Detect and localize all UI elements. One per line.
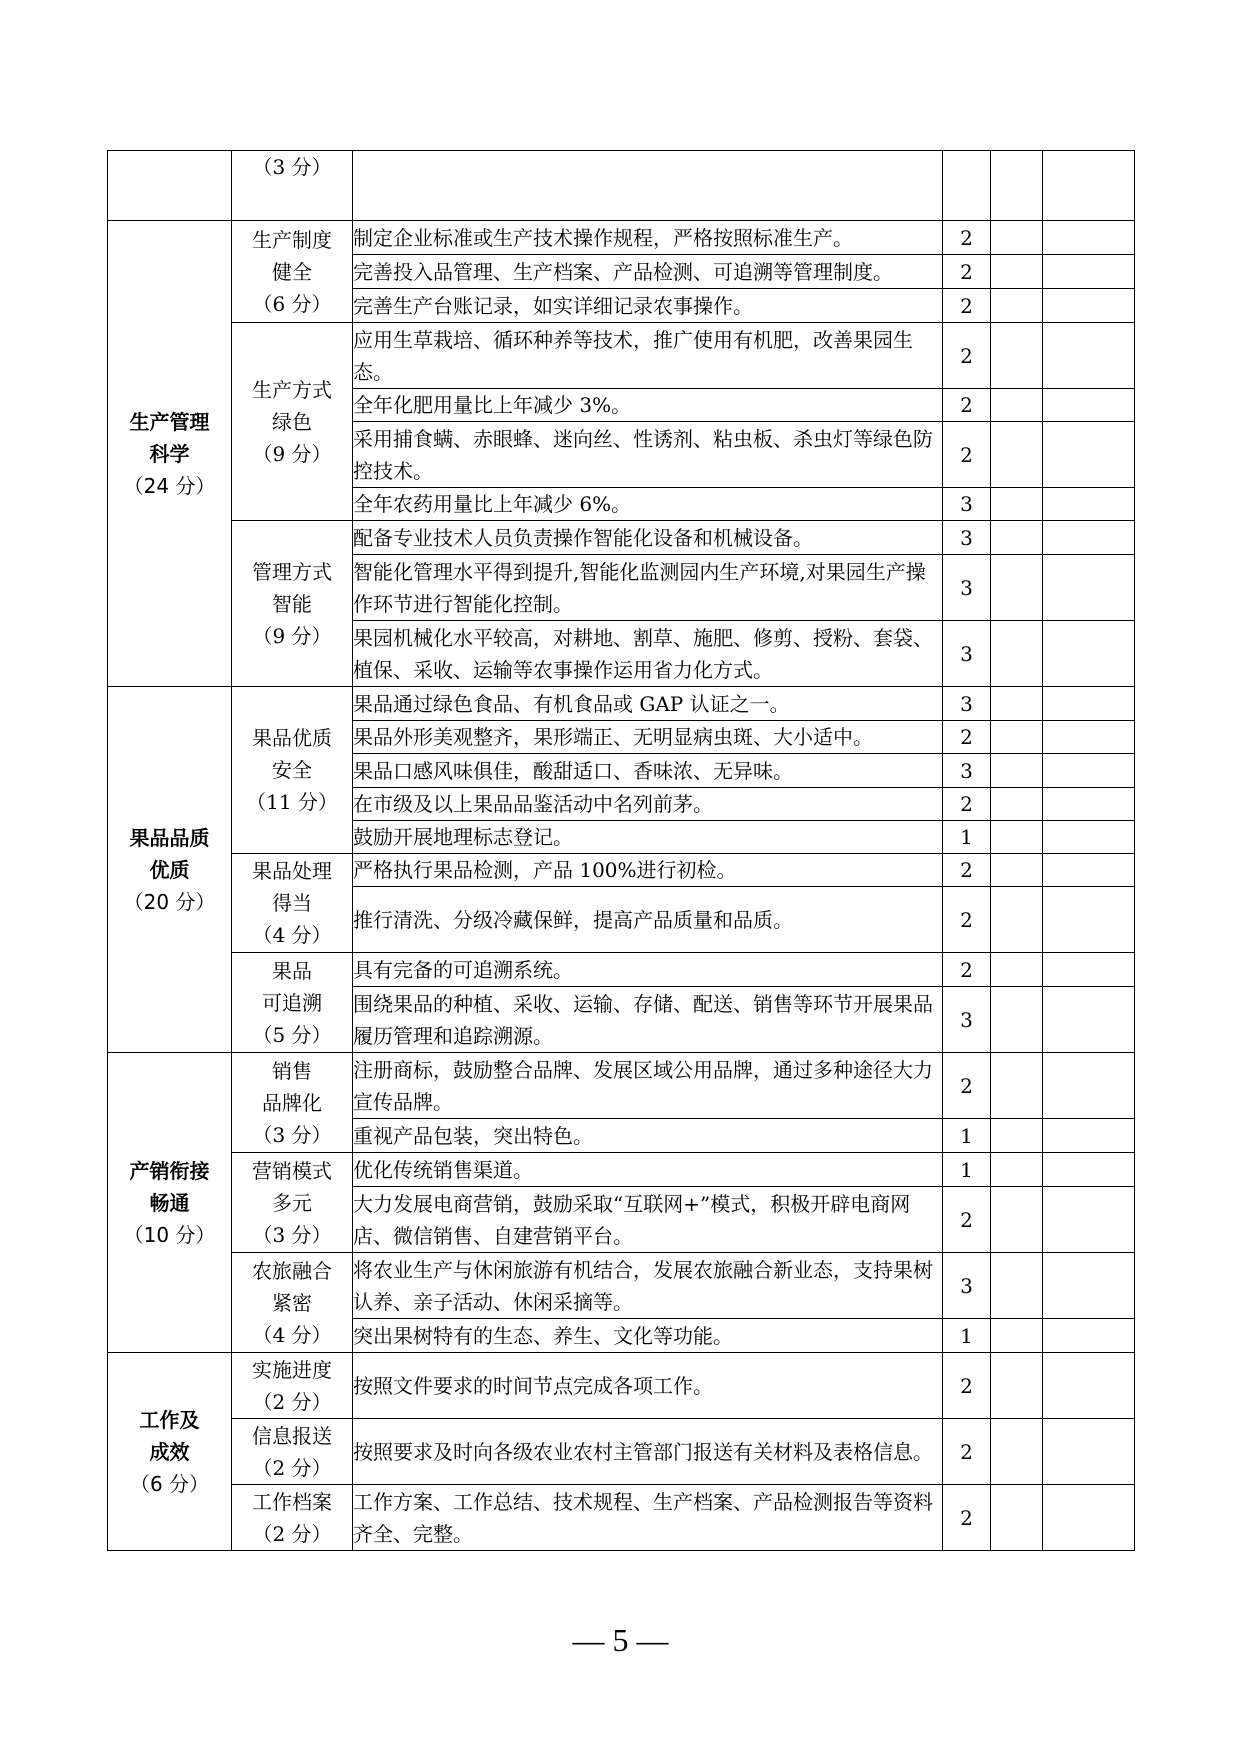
score-blank-cell	[991, 887, 1043, 953]
category-cell	[108, 1353, 232, 1551]
criterion-text: 鼓励开展地理标志登记。	[353, 821, 943, 854]
criterion-score: 3	[943, 488, 991, 521]
score-blank-cell	[1043, 488, 1135, 521]
score-blank-cell	[1043, 821, 1135, 854]
score-blank-cell	[991, 621, 1043, 687]
criterion-text: 制定企业标准或生产技术操作规程，严格按照标准生产。	[353, 221, 943, 255]
subcategory-name-line1: 信息报送	[252, 1423, 332, 1448]
score-blank-cell	[1043, 1187, 1135, 1253]
criterion-text: 将农业生产与休闲旅游有机结合，发展农旅融合新业态，支持果树认养、亲子活动、休闲采摘等。	[353, 1253, 943, 1319]
score-blank-cell	[991, 1253, 1043, 1319]
score-blank-cell	[1043, 887, 1135, 953]
criterion-text: 按照要求及时向各级农业农村主管部门报送有关材料及表格信息。	[353, 1419, 943, 1485]
criterion-score: 2	[943, 389, 991, 422]
subcategory-name-line1: 农旅融合	[252, 1258, 332, 1283]
criterion-row	[108, 1253, 1135, 1319]
subcategory-name-line1: 营销模式	[252, 1158, 332, 1183]
score-blank-cell	[991, 555, 1043, 621]
subcategory-points: （4 分）	[252, 1322, 332, 1347]
subcategory-name-line2: 智能	[272, 591, 312, 616]
score-blank-cell	[1043, 1319, 1135, 1353]
subcategory-cell	[232, 1053, 353, 1153]
criterion-score: 1	[943, 1119, 991, 1153]
criterion-text: 大力发展电商营销，鼓励采取“互联网+”模式，积极开辟电商网店、微信销售、自建营销平台。	[353, 1187, 943, 1253]
score-blank-cell	[991, 721, 1043, 754]
score-blank-cell	[1043, 1353, 1135, 1419]
subcategory-name-line2: 多元	[272, 1190, 312, 1215]
score-blank-cell	[1043, 1053, 1135, 1119]
subcategory-name-line2: 健全	[272, 259, 312, 284]
score-blank-cell	[1043, 521, 1135, 555]
criterion-row	[108, 1485, 1135, 1551]
subcategory-name-line1: 实施进度	[252, 1357, 332, 1382]
category-name-line1: 果品品质	[129, 825, 210, 850]
criterion-text: 完善投入品管理、生产档案、产品检测、可追溯等管理制度。	[353, 255, 943, 289]
subcategory-cell	[232, 323, 353, 521]
criterion-text: 推行清洗、分级冷藏保鲜，提高产品质量和品质。	[353, 887, 943, 953]
subcategory-points: （9 分）	[252, 623, 332, 648]
score-blank-cell	[991, 389, 1043, 422]
score-blank-cell	[1043, 621, 1135, 687]
criterion-score: 2	[943, 255, 991, 289]
subcategory-cell	[232, 1485, 353, 1551]
criterion-score: 2	[943, 887, 991, 953]
subcategory-name-line1: 果品处理	[252, 859, 332, 883]
score-blank-cell	[991, 289, 1043, 323]
criterion-score: 2	[943, 788, 991, 821]
subcategory-cell	[232, 687, 353, 854]
subcategory-points: （6 分）	[252, 291, 332, 316]
score-blank-cell	[991, 221, 1043, 255]
criterion-row	[108, 1153, 1135, 1187]
criterion-text: 果园机械化水平较高，对耕地、割草、施肥、修剪、授粉、套袋、植保、采收、运输等农事操作运用省力化方式。	[353, 621, 943, 687]
score-blank-cell	[1043, 754, 1135, 788]
category-name-line2: 畅通	[149, 1190, 190, 1215]
subcategory-points: （3 分）	[252, 1122, 332, 1147]
subcategory-points: （4 分）	[252, 923, 332, 947]
criterion-text: 全年农药用量比上年减少 6%。	[353, 488, 943, 521]
criterion-text: 工作方案、工作总结、技术规程、生产档案、产品检测报告等资料齐全、完整。	[353, 1485, 943, 1551]
page-number: — 5 —	[572, 1622, 669, 1658]
score-blank-cell	[1043, 1253, 1135, 1319]
subcategory-points: （11 分）	[246, 790, 338, 814]
category-cell	[108, 221, 232, 687]
category-cell	[108, 687, 232, 1053]
subcategory-cell	[232, 854, 353, 953]
criterion-score: 2	[943, 854, 991, 887]
criterion-score: 3	[943, 987, 991, 1053]
subcategory-points: （2 分）	[252, 1455, 332, 1480]
category-cell	[108, 1053, 232, 1353]
score-blank-cell	[1043, 721, 1135, 754]
category-cell-empty	[108, 151, 232, 221]
continued-row	[108, 151, 1135, 221]
subcategory-cell	[232, 1153, 353, 1253]
criterion-text: 严格执行果品检测，产品 100%进行初检。	[353, 854, 943, 887]
criterion-row	[108, 1353, 1135, 1419]
subcategory-points: （2 分）	[252, 1389, 332, 1414]
score-blank-cell	[1043, 854, 1135, 887]
criterion-score: 2	[943, 323, 991, 389]
criterion-score: 2	[943, 1353, 991, 1419]
subcategory-name-line2: 品牌化	[262, 1090, 322, 1115]
criterion-score: 1	[943, 1319, 991, 1353]
subcategory-name-line1: 管理方式	[252, 559, 332, 584]
category-points: （20 分）	[123, 889, 216, 914]
category-name-line1: 生产管理	[129, 409, 210, 434]
criterion-score: 2	[943, 221, 991, 255]
score-blank-cell	[1043, 1419, 1135, 1485]
category-points: （6 分）	[129, 1471, 210, 1496]
criterion-score: 1	[943, 821, 991, 854]
criterion-text: 具有完备的可追溯系统。	[353, 953, 943, 987]
criterion-score: 2	[943, 1053, 991, 1119]
subcategory-name-line1: 工作档案	[252, 1489, 332, 1514]
category-name-line2: 成效	[149, 1439, 190, 1464]
score-blank-cell	[1043, 151, 1135, 221]
category-name-line1: 工作及	[139, 1407, 200, 1432]
score-blank-cell	[991, 1153, 1043, 1187]
score-blank-cell	[1043, 1153, 1135, 1187]
scoring-table-body	[108, 151, 1135, 1551]
criterion-text: 应用生草栽培、循环种养等技术，推广使用有机肥，改善果园生态。	[353, 323, 943, 389]
subcategory-name-line1: 销售	[272, 1058, 312, 1083]
subcategory-name-line2: 可追溯	[262, 990, 322, 1015]
subcategory-cell	[232, 953, 353, 1053]
criterion-score: 3	[943, 1253, 991, 1319]
category-name-line1: 产销衔接	[129, 1158, 210, 1183]
subcategory-name-line1: 果品	[272, 958, 312, 983]
criterion-row	[108, 854, 1135, 887]
criterion-score: 3	[943, 521, 991, 555]
criterion-text: 突出果树特有的生态、养生、文化等功能。	[353, 1319, 943, 1353]
score-blank-cell	[991, 1353, 1043, 1419]
score-blank-cell	[1043, 422, 1135, 488]
score-blank-cell	[1043, 1119, 1135, 1153]
category-name-line2: 科学	[149, 441, 190, 466]
score-blank-cell	[991, 953, 1043, 987]
criterion-score: 3	[943, 754, 991, 788]
score-blank-cell	[991, 1053, 1043, 1119]
criterion-text: 全年化肥用量比上年减少 3%。	[353, 389, 943, 422]
criterion-score: 2	[943, 422, 991, 488]
category-name-line2: 优质	[149, 857, 190, 882]
score-blank-cell	[991, 687, 1043, 721]
score-blank-cell	[1043, 323, 1135, 389]
criterion-row	[108, 687, 1135, 721]
criterion-row	[108, 1419, 1135, 1485]
score-blank-cell	[1043, 221, 1135, 255]
criterion-row	[108, 953, 1135, 987]
score-blank-cell	[991, 1187, 1043, 1253]
subcategory-name-line1: 生产制度	[252, 227, 332, 252]
criterion-score: 3	[943, 687, 991, 721]
criterion-text: 配备专业技术人员负责操作智能化设备和机械设备。	[353, 521, 943, 555]
subcategory-name-line2: 安全	[272, 758, 312, 782]
score-blank-cell	[991, 488, 1043, 521]
criterion-text-empty	[353, 151, 943, 221]
score-blank-cell	[991, 788, 1043, 821]
subcategory-points: （2 分）	[252, 1521, 332, 1546]
score-blank-cell	[991, 1485, 1043, 1551]
criterion-text: 智能化管理水平得到提升,智能化监测园内生产环境,对果园生产操作环节进行智能化控制。	[353, 555, 943, 621]
category-points: （10 分）	[123, 1222, 216, 1247]
criterion-score: 2	[943, 1187, 991, 1253]
score-blank-cell	[991, 151, 1043, 221]
criterion-text: 注册商标，鼓励整合品牌、发展区域公用品牌，通过多种途径大力宣传品牌。	[353, 1053, 943, 1119]
score-blank-cell	[1043, 289, 1135, 323]
criterion-score: 2	[943, 289, 991, 323]
criterion-text: 果品通过绿色食品、有机食品或 GAP 认证之一。	[353, 687, 943, 721]
criterion-row	[108, 221, 1135, 255]
criterion-row	[108, 521, 1135, 555]
subcategory-name-line2: 绿色	[272, 409, 312, 434]
criterion-score: 1	[943, 1153, 991, 1187]
category-points: （24 分）	[123, 473, 216, 498]
score-blank-cell	[991, 422, 1043, 488]
criterion-text: 完善生产台账记录，如实详细记录农事操作。	[353, 289, 943, 323]
score-blank-cell	[1043, 389, 1135, 422]
score-blank-cell	[1043, 555, 1135, 621]
criterion-row	[108, 323, 1135, 389]
subcategory-points: （5 分）	[252, 1022, 332, 1047]
score-blank-cell	[991, 1119, 1043, 1153]
score-blank-cell	[991, 1419, 1043, 1485]
subcategory-name-line2: 紧密	[272, 1290, 312, 1315]
score-blank-cell	[1043, 1485, 1135, 1551]
score-blank-cell	[1043, 987, 1135, 1053]
criterion-text: 按照文件要求的时间节点完成各项工作。	[353, 1353, 943, 1419]
score-blank-cell	[991, 1319, 1043, 1353]
subcategory-points-continued: （3 分）	[232, 151, 353, 221]
score-cell-empty	[943, 151, 991, 221]
subcategory-cell	[232, 221, 353, 323]
score-blank-cell	[991, 255, 1043, 289]
subcategory-cell	[232, 1253, 353, 1353]
criterion-text: 采用捕食螨、赤眼蜂、迷向丝、性诱剂、粘虫板、杀虫灯等绿色防控技术。	[353, 422, 943, 488]
criterion-score: 2	[943, 721, 991, 754]
criterion-score: 2	[943, 1485, 991, 1551]
criterion-score: 2	[943, 953, 991, 987]
criterion-text: 果品口感风味俱佳，酸甜适口、香味浓、无异味。	[353, 754, 943, 788]
score-blank-cell	[991, 821, 1043, 854]
subcategory-points: （9 分）	[252, 441, 332, 466]
score-blank-cell	[991, 987, 1043, 1053]
score-blank-cell	[1043, 953, 1135, 987]
criterion-text: 果品外形美观整齐，果形端正、无明显病虫斑、大小适中。	[353, 721, 943, 754]
score-blank-cell	[991, 854, 1043, 887]
criterion-text: 在市级及以上果品品鉴活动中名列前茅。	[353, 788, 943, 821]
score-blank-cell	[1043, 687, 1135, 721]
score-blank-cell	[991, 521, 1043, 555]
criterion-score: 3	[943, 621, 991, 687]
score-blank-cell	[991, 323, 1043, 389]
criterion-text: 重视产品包装，突出特色。	[353, 1119, 943, 1153]
criterion-score: 2	[943, 1419, 991, 1485]
subcategory-cell	[232, 1419, 353, 1485]
criterion-score: 3	[943, 555, 991, 621]
subcategory-name-line1: 生产方式	[252, 377, 332, 402]
score-blank-cell	[1043, 788, 1135, 821]
score-blank-cell	[991, 754, 1043, 788]
criterion-text: 围绕果品的种植、采收、运输、存储、配送、销售等环节开展果品履历管理和追踪溯源。	[353, 987, 943, 1053]
subcategory-name-line2: 得当	[272, 891, 312, 915]
subcategory-cell	[232, 1353, 353, 1419]
subcategory-name-line1: 果品优质	[252, 726, 332, 750]
scoring-table	[107, 150, 1135, 1551]
subcategory-points: （3 分）	[252, 1222, 332, 1247]
subcategory-cell	[232, 521, 353, 687]
score-blank-cell	[1043, 255, 1135, 289]
criterion-text: 优化传统销售渠道。	[353, 1153, 943, 1187]
criterion-row	[108, 1053, 1135, 1119]
